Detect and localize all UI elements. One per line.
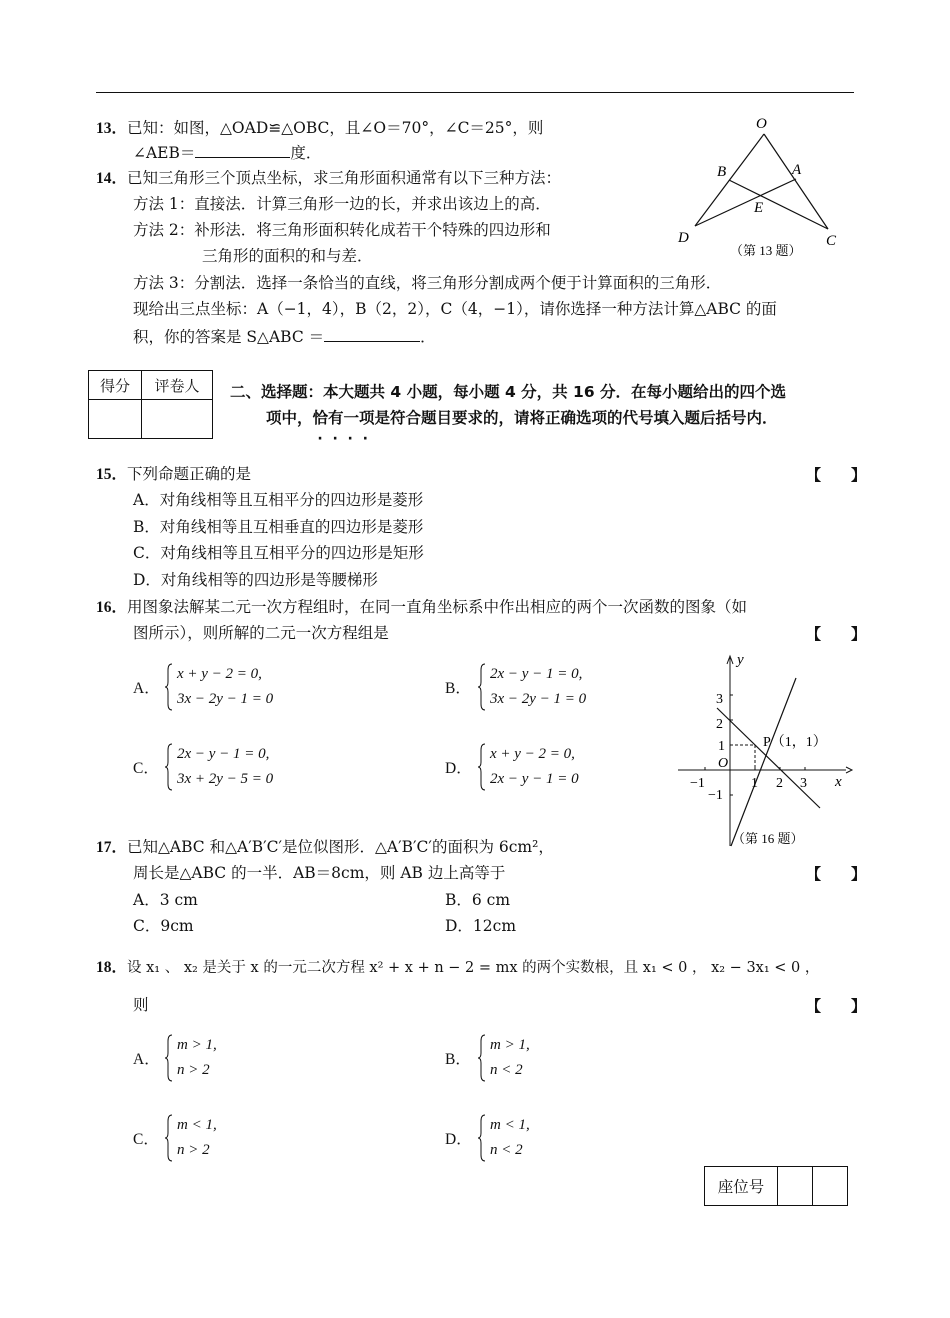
section2-emphasis <box>312 409 375 447</box>
label-d: D <box>678 230 689 246</box>
segment-ad <box>695 179 796 226</box>
x-axis-arrow <box>846 767 852 773</box>
section2-line2 <box>266 404 778 447</box>
tick-label-x2: 2 <box>776 776 783 791</box>
brace-icon <box>478 662 486 712</box>
q15-number: 15． <box>96 466 128 483</box>
q13-figure <box>672 112 852 262</box>
top-rule <box>96 92 854 93</box>
q18-line1 <box>96 956 819 979</box>
q15-stem <box>96 463 251 486</box>
q17-line2: 周长是△ABC 的一半．AB＝8cm，则 AB 边上高等于 <box>133 864 506 882</box>
q16-option-b-system[interactable] <box>478 662 586 712</box>
q16-option-c-label[interactable]: C． <box>133 760 159 777</box>
q18-option-d-system[interactable] <box>478 1113 530 1163</box>
q18-answer-bracket[interactable]: 【 】 <box>806 997 867 1015</box>
q16-a-eq2: 3x − 2y − 1 = 0 <box>177 691 274 707</box>
label-c: C <box>826 233 837 249</box>
label-b: B <box>717 164 727 180</box>
q17-option-d[interactable]: D．12cm <box>445 917 517 935</box>
q16-b-eq2: 3x − 2y − 1 = 0 <box>490 691 587 707</box>
q15-option-a[interactable]: A．对角线相等且互相平分的四边形是菱形 <box>133 491 424 509</box>
label-a: A <box>792 162 802 178</box>
q18-option-d-label[interactable]: D． <box>445 1131 472 1148</box>
brace-icon <box>165 662 173 712</box>
label-p: P（1，1） <box>763 735 827 750</box>
q18-c-cond1: m < 1, <box>177 1117 217 1133</box>
q13-line1 <box>96 117 543 140</box>
q18-text: 设 x₁ 、 x₂ 是关于 x 的一元二次方程 x² + x + n − 2 = mx 的两个实数根，且 x₁ < 0 ， x₂ − 3x₁ < 0 ， <box>127 960 820 976</box>
q16-text: 用图象法解某二元一次方程组时，在同一直角坐标系中作出相应的两个一次函数的图象（如 <box>127 598 748 616</box>
q14-line6 <box>133 326 436 348</box>
score-table <box>88 370 213 439</box>
q16-number: 16． <box>96 599 128 616</box>
line-2x-minus-y-1 <box>731 678 796 846</box>
q18-b-cond1: m > 1, <box>490 1037 530 1053</box>
brace-icon <box>165 742 173 792</box>
q16-c-eq2: 3x + 2y − 5 = 0 <box>177 771 274 787</box>
q18-d-cond1: m < 1, <box>490 1117 530 1133</box>
q14-answer-blank[interactable] <box>324 327 420 342</box>
brace-icon <box>165 1033 173 1083</box>
q17-number: 17． <box>96 839 128 856</box>
q16-option-d-system[interactable] <box>478 742 579 792</box>
q14-end: ． <box>420 328 436 346</box>
q14-method3: 方法 3：分割法．选择一条恰当的直线，将三角形分割成两个便于计算面积的三角形． <box>133 274 722 292</box>
label-origin: O <box>718 756 729 771</box>
score-header: 得分 <box>89 371 142 400</box>
tick-label-ym1: −1 <box>708 788 723 803</box>
seat-cell-1[interactable] <box>778 1167 813 1206</box>
q15-option-c[interactable]: C．对角线相等且互相平分的四边形是矩形 <box>133 544 424 562</box>
segment-oc <box>764 134 828 229</box>
q18-a-cond2: n > 2 <box>177 1062 210 1078</box>
label-e: E <box>754 200 764 216</box>
q16-option-a-system[interactable] <box>165 662 273 712</box>
q13-number: 13． <box>96 120 128 137</box>
q18-option-c-system[interactable] <box>165 1113 217 1163</box>
q17-option-c[interactable]: C．9cm <box>133 917 194 935</box>
q16-a-eq1: x + y − 2 = 0, <box>177 666 262 682</box>
score-cell[interactable] <box>89 400 142 439</box>
q15-option-d[interactable]: D．对角线相等的四边形是等腰梯形 <box>133 571 378 589</box>
q18-number: 18． <box>96 959 128 976</box>
q16-option-d-label[interactable]: D． <box>445 760 472 777</box>
grader-cell[interactable] <box>142 400 213 439</box>
q17-option-a[interactable]: A．3 cm <box>133 891 198 909</box>
q13-caption: （第 13 题） <box>730 243 802 258</box>
q14-answer-prompt: 积，你的答案是 S△ABC ＝ <box>133 328 325 346</box>
q13-unit: 度． <box>290 144 322 162</box>
q18-option-b-system[interactable] <box>478 1033 530 1083</box>
q16-line2: 图所示），则所解的二元一次方程组是 <box>133 624 389 642</box>
section2-emphasis-text: 恰有一项 <box>312 409 375 427</box>
q13-angle: ∠AEB＝ <box>133 144 196 162</box>
label-x: x <box>835 774 842 790</box>
tick-label-xm1: −1 <box>690 776 705 791</box>
q17-text: 已知△ABC 和△A′B′C′是位似图形．△A′B′C′的面积为 6cm²， <box>127 838 554 856</box>
q14-line1 <box>96 167 561 190</box>
brace-icon <box>478 1033 486 1083</box>
brace-icon <box>478 1113 486 1163</box>
q13-line2 <box>133 142 321 164</box>
q16-d-eq1: x + y − 2 = 0, <box>490 746 575 762</box>
q18-line2: 则 <box>133 996 149 1014</box>
q17-option-b[interactable]: B．6 cm <box>445 891 511 909</box>
q13-answer-blank[interactable] <box>195 143 290 158</box>
q15-answer-bracket[interactable]: 【 】 <box>806 466 867 484</box>
tick-label-x3: 3 <box>800 776 807 791</box>
q16-option-c-system[interactable] <box>165 742 273 792</box>
q16-line1 <box>96 596 747 619</box>
seat-cell-2[interactable] <box>813 1167 848 1206</box>
q16-answer-bracket[interactable]: 【 】 <box>806 625 867 643</box>
tick-label-y1: 1 <box>718 739 725 754</box>
tick-label-y3: 3 <box>716 692 723 707</box>
q18-option-a-label[interactable]: A． <box>133 1051 160 1068</box>
q18-b-cond2: n < 2 <box>490 1062 523 1078</box>
q15-option-b[interactable]: B．对角线相等且互相垂直的四边形是菱形 <box>133 518 424 536</box>
section2-text-a: 项中， <box>266 409 313 427</box>
q16-c-eq1: 2x − y − 1 = 0, <box>177 746 270 762</box>
q16-caption: （第 16 题） <box>732 831 804 846</box>
section2-line1: 二、选择题：本大题共 4 小题，每小题 4 分，共 16 分．在每小题给出的四个选 <box>230 383 787 401</box>
q18-a-cond1: m > 1, <box>177 1037 217 1053</box>
q14-text: 已知三角形三个顶点坐标，求三角形面积通常有以下三种方法： <box>127 169 562 187</box>
q17-answer-bracket[interactable]: 【 】 <box>806 865 867 883</box>
seat-number-box <box>704 1166 848 1206</box>
q17-line1 <box>96 836 554 859</box>
brace-icon <box>478 742 486 792</box>
q18-option-c-label[interactable]: C． <box>133 1131 159 1148</box>
emphasis-dots: · · · · <box>312 431 368 447</box>
q18-d-cond2: n < 2 <box>490 1142 523 1158</box>
label-o: O <box>756 116 767 132</box>
tick-label-y2: 2 <box>716 717 723 732</box>
q14-number: 14． <box>96 170 128 187</box>
q16-option-a-label[interactable]: A． <box>133 680 160 697</box>
label-y: y <box>737 652 744 668</box>
q13-text: 已知：如图，△OAD≌△OBC，且∠O＝70°，∠C＝25°，则 <box>127 119 544 137</box>
q18-c-cond2: n > 2 <box>177 1142 210 1158</box>
q14-method2a: 方法 2：补形法．将三角形面积转化成若干个特殊的四边形和 <box>133 221 551 239</box>
q18-option-a-system[interactable] <box>165 1033 217 1083</box>
q15-text: 下列命题正确的是 <box>127 465 252 483</box>
q14-line5: 现给出三点坐标：A（−1，4），B（2，2），C（4，−1），请你选择一种方法计算△ABC 的面 <box>133 300 777 318</box>
q16-b-eq1: 2x − y − 1 = 0, <box>490 666 583 682</box>
section2-text-b: 是符合题目要求的，请将正确选项的代号填入题后括号内． <box>374 409 778 427</box>
q16-graph <box>674 650 854 850</box>
tick-label-x1: 1 <box>751 776 758 791</box>
grader-header: 评卷人 <box>142 371 213 400</box>
q16-d-eq2: 2x − y − 1 = 0 <box>490 771 579 787</box>
brace-icon <box>165 1113 173 1163</box>
seat-label: 座位号 <box>705 1167 778 1206</box>
q14-method1: 方法 1：直接法．计算三角形一边的长，并求出该边上的高． <box>133 195 551 213</box>
line-x-plus-y-2 <box>717 708 820 808</box>
q18-option-b-label[interactable]: B． <box>445 1051 471 1068</box>
q14-method2b: 三角形的面积的和与差． <box>202 247 373 265</box>
q16-option-b-label[interactable]: B． <box>445 680 471 697</box>
